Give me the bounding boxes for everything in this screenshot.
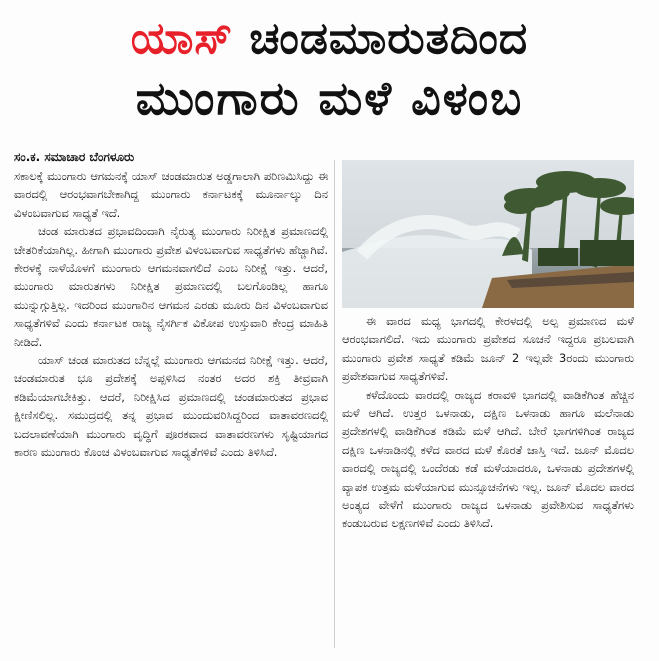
article-paragraph: ಯಾಸ್ ಚಂಡ ಮಾರುತದ ಬೆನ್ನಲ್ಲೆ ಮುಂಗಾರು ಆಗಮನದ ನಿರೀಕ್ಷೆ ಇತ್ತು. ಆದರೆ, ಚಂಡಮಾರುತ ಭೂ ಪ್ರದೇಶಕ್ಕೆ ಅಪ್ಪಳಿಸಿದ ನಂತರ ಅದರ ಶಕ್ತಿ ತೀವ್ರವಾಗಿ ಕಡಿಮೆಯಾಗಬೇಕಿತ್ತು. ಆದರೆ, ನಿರೀಕ್ಷಿಸಿದ ಪ್ರಮಾಣದಲ್ಲಿ ಚಂಡಮಾರುತದ ಪ್ರಭಾವ ಕ್ಷೀಣಿಸಲಿಲ್ಲ. ಸಮುದ್ರದಲ್ಲಿ ತನ್ನ ಪ್ರಭಾವ ಮುಂದುವರಿಸಿದ್ದರಿಂದ ವಾತಾವರಣದಲ್ಲಿ ಬದಲಾವಣೆಯಾಗಿ ಮುಂಗಾರು ವೃದ್ಧಿಗೆ ಪೂರಕವಾದ ವಾತಾವರಣಗಳು ಸೃಷ್ಟಿಯಾಗದ ಕಾರಣ ಮುಂಗಾರು ಕೊಂಚ ವಿಳಂಬವಾಗುವ ಸಾಧ್ಯತೆಗಳಿವೆ ಎಂದು ತಿಳಿಸಿದೆ. [14, 353, 328, 460]
headline-highlight: ಯಾಸ್ [130, 13, 234, 64]
byline: ಸಂ.ಕ. ಸಮಾಚಾರ ಬೆಂಗಳೂರು [14, 150, 135, 164]
article-paragraph: ಸಕಾಲಕ್ಕೆ ಮುಂಗಾರು ಆಗಮನಕ್ಕೆ ಯಾಸ್ ಚಂಡಮಾರುತ ಅಡ್ಡಗಾಲಾಗಿ ಪರಿಣಮಿಸಿದ್ದು ಈ ವಾರದಲ್ಲಿ ಆರಂಭವಾಗಬೇಕಾಗಿದ್ದ ಮುಂಗಾರು ಕರ್ನಾಟಕಕ್ಕೆ ಮೂರ್ನಾಲ್ಕು ದಿನ ವಿಳಂಬವಾಗುವ ಸಾಧ್ಯತೆ ಇದೆ. [14, 169, 328, 220]
stormy-coast-image [342, 160, 634, 308]
article-right-column [342, 312, 634, 533]
headline [0, 10, 659, 128]
article-paragraph: ಕಳೆದೊಂದು ವಾರದಲ್ಲಿ ರಾಜ್ಯದ ಕರಾವಳಿ ಭಾಗದಲ್ಲಿ ವಾಡಿಕೆಗಿಂತ ಹೆಚ್ಚಿನ ಮಳೆ ಆಗಿದೆ. ಉತ್ತರ ಒಳನಾಡು, ದಕ್ಷಿಣ ಒಳನಾಡು ಹಾಗೂ ಮಲೆನಾಡು ಪ್ರದೇಶಗಳಲ್ಲಿ ವಾಡಿಕೆಗಿಂತ ಕಡಿಮೆ ಮಳೆ ಆಗಿದೆ. ಬೇರೆ ಭಾಗಗಳಿಗಿಂತ ರಾಜ್ಯದ ದಕ್ಷಿಣ ಒಳನಾಡಿನಲ್ಲಿ ಕಳೆದ ವಾರದ ಮಳೆ ಕೊರತೆ ಜಾಸ್ತಿ ಇದೆ. ಜೂನ್ ಮೊದಲ ವಾರದಲ್ಲಿ ರಾಜ್ಯದಲ್ಲಿ ಒಂದೆರಡು ಕಡೆ ಮಳೆಯಾದರೂ, ಒಳನಾಡು ಪ್ರದೇಶಗಳಲ್ಲಿ ವ್ಯಾಪಕ ಉತ್ತಮ ಮಳೆಯಾಗುವ ಮುನ್ಸೂಚನೆಗಳು ಇಲ್ಲ. ಜೂನ್ ಮೊದಲ ವಾರದ ಅಂತ್ಯದ ವೇಳೆಗೆ ಮುಂಗಾರು ರಾಜ್ಯದ ಒಳನಾಡು ಪ್ರವೇಶಿಸುವ ಸಾಧ್ಯತೆಗಳು ಕಂಡುಬರುವ ಲಕ್ಷಣಗಳಿವೆ ಎಂದು ತಿಳಿಸಿದೆ. [342, 387, 634, 531]
article-paragraph: ಚಂಡ ಮಾರುತದ ಪ್ರಭಾವದಿಂದಾಗಿ ನೈರುತ್ಯ ಮುಂಗಾರು ನಿರೀಕ್ಷಿತ ಪ್ರಮಾಣದಲ್ಲಿ ಚೇತರಿಕೆಯಾಗಿಲ್ಲ. ಹೀಗಾಗಿ ಮುಂಗಾರು ಪ್ರವೇಶ ವಿಳಂಬವಾಗುವ ಸಾಧ್ಯತೆಗಳು ಹೆಚ್ಚಾಗಿವೆ. ಕೇರಳಕ್ಕೆ ನಾಳೆಯೊಳಗೆ ಮುಂಗಾರು ಆಗಮನವಾಗಲಿದೆ ಎಂಬ ನಿರೀಕ್ಷೆ ಇತ್ತು. ಆದರೆ, ಮುಂಗಾರು ಮಾರುತಗಳು ನಿರೀಕ್ಷಿತ ಪ್ರಮಾಣದಲ್ಲಿ ಬಲಗೊಂಡಿಲ್ಲ ಹಾಗೂ ಮುನ್ನುಗ್ಗುತ್ತಿಲ್ಲ. ಇದರಿಂದ ಮುಂಗಾರಿನ ಆಗಮನ ಎರಡು ಮೂರು ದಿನ ವಿಳಂಬವಾಗುವ ಸಾಧ್ಯತೆಗಳಿವೆ ಎಂದು ಕರ್ನಾಟಕ ರಾಜ್ಯ ನೈಸರ್ಗಿಕ ವಿಕೋಪ ಉಸ್ತುವಾರಿ ಕೇಂದ್ರ ಮಾಹಿತಿ ನೀಡಿದೆ. [14, 224, 328, 349]
headline-line-1 [0, 10, 659, 68]
column-divider [334, 160, 335, 648]
news-photo [342, 160, 634, 308]
article-left-column [14, 167, 328, 462]
article-paragraph: ಈ ವಾರದ ಮಧ್ಯ ಭಾಗದಲ್ಲಿ ಕೇರಳದಲ್ಲಿ ಅಲ್ಪ ಪ್ರಮಾಣದ ಮಳೆ ಆರಂಭವಾಗಲಿದೆ. ಇದು ಮುಂಗಾರು ಪ್ರವೇಶದ ಸೂಚನೆ ಇದ್ದರೂ ಪ್ರಬಲವಾಗಿ ಮುಂಗಾರು ಪ್ರವೇಶ ಸಾಧ್ಯತೆ ಕಡಿಮೆ ಜೂನ್ 2 ಇಲ್ಲವೇ 3ರಂದು ಮುಂಗಾರು ಪ್ರವೇಶವಾಗುವ ಸಾಧ್ಯತೆಗಳಿವೆ. [342, 314, 634, 384]
headline-rest: ಚಂಡಮಾರುತದಿಂದ [249, 13, 529, 64]
headline-line-2: ಮುಂಗಾರು ಮಳೆ ವಿಳಂಬ [135, 71, 524, 125]
